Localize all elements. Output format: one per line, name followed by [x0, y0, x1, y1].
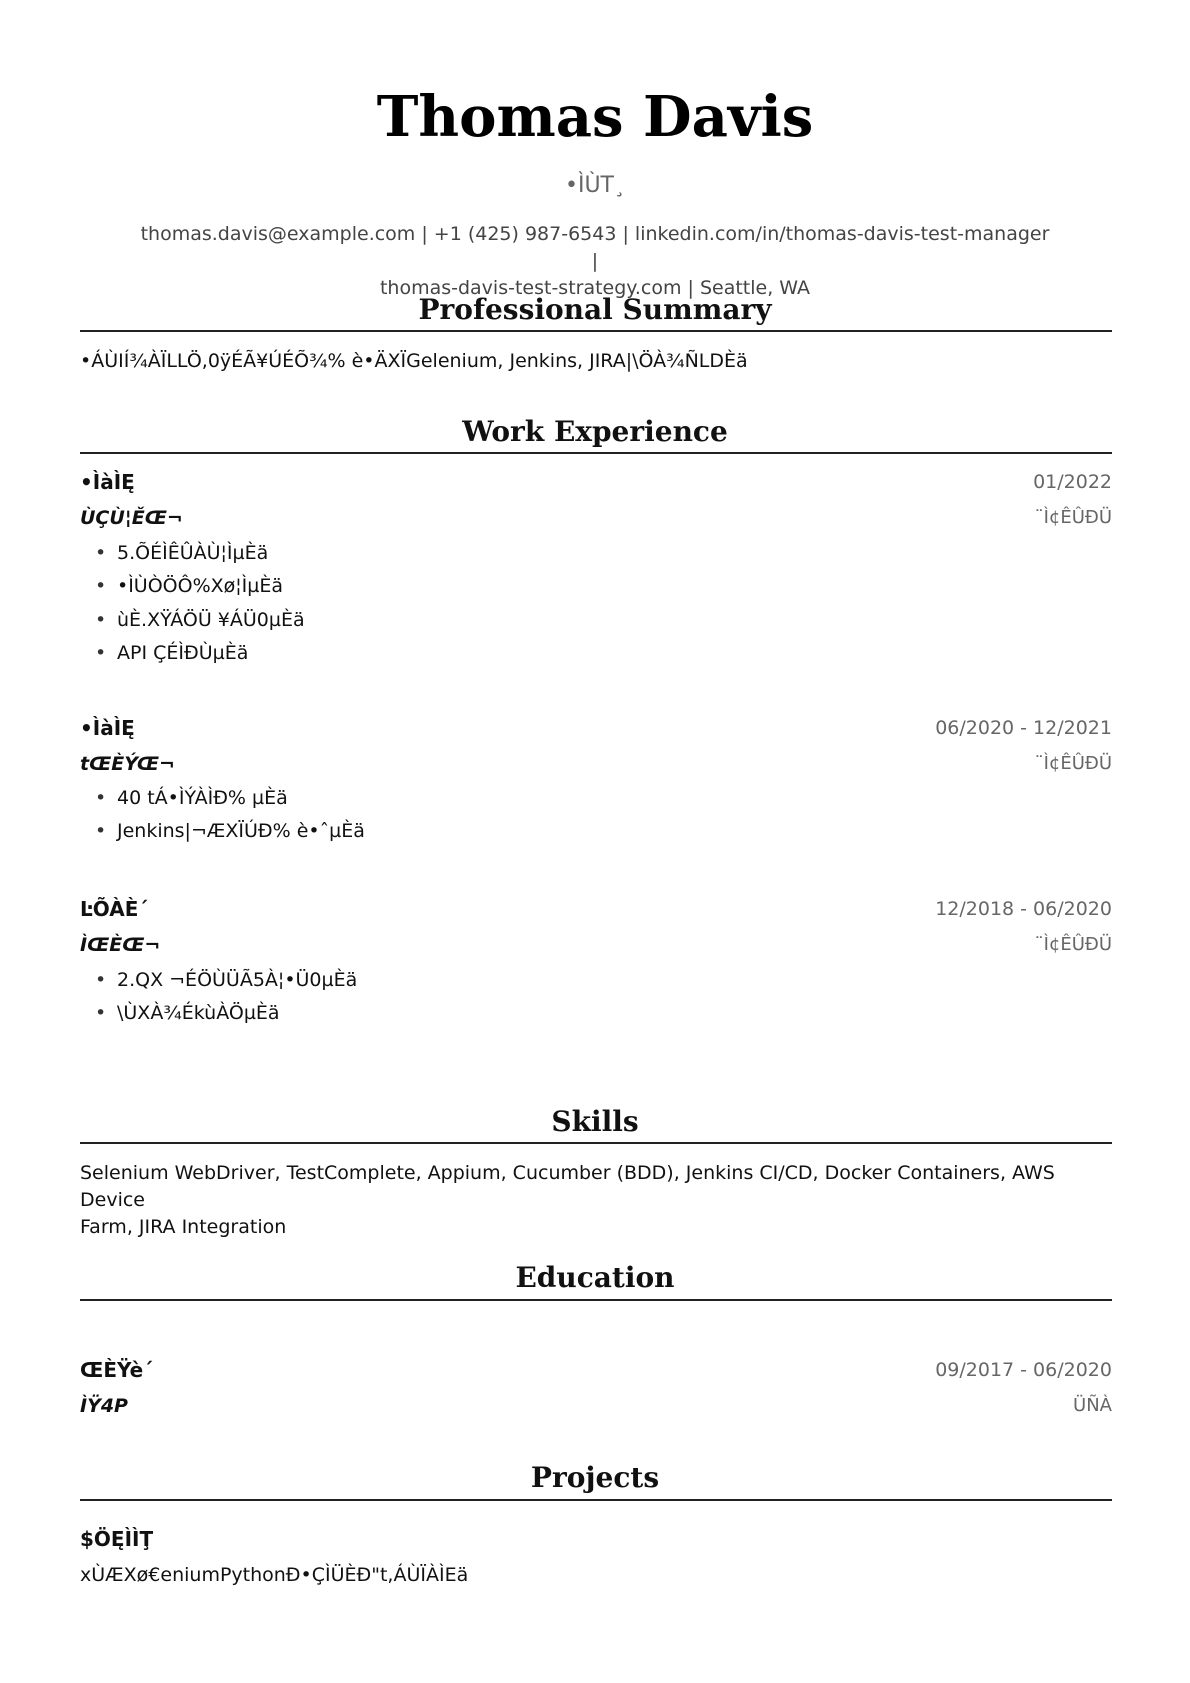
contact-line-1: thomas.davis@example.com | +1 (425) 987-6543 | linkedin.com/in/thomas-davis-test-manager |: [140, 223, 1050, 272]
job-role: •ÌàÌĘ: [80, 716, 135, 740]
section-title-experience: Work Experience: [462, 415, 728, 448]
job-company: ÙÇÙ¦ĚŒ¬: [80, 507, 183, 529]
job-role: ĿÕÀÈ´: [80, 897, 149, 921]
job-bullet: • ùÈ.XŸÁÖÜ ¥ÁÜ0µÈä: [95, 604, 305, 637]
summary-text: •ÁÙIÍ¾ÀÏLLÖ,0ÿÉÃ¥ÚÉÕ¾% è•ÄXÏGelenium, Jenkins, JIRA|\ÖÀ¾ÑLDÈä: [80, 350, 748, 372]
education-school: ŒÈŸè´: [80, 1358, 154, 1382]
section-title-projects: Projects: [530, 1461, 660, 1494]
contact-info: [140, 221, 1050, 302]
job-bullet: • 2.QX ¬ÉÖÙÜÃ5À¦•Ü0µÈä: [95, 964, 357, 997]
education-degree: ÌŸ4P: [80, 1395, 128, 1417]
job-company: tŒÈÝŒ¬: [80, 753, 175, 775]
skills-line-2: Farm, JIRA Integration: [80, 1216, 287, 1238]
candidate-subtitle: •ÌÙT¸: [564, 173, 625, 198]
section-title-education: Education: [515, 1261, 675, 1294]
section-divider: [80, 330, 1112, 332]
section-divider: [80, 452, 1112, 454]
job-location: ¨Ì¢ÊÛÐÜ: [1034, 753, 1112, 774]
section-divider: [80, 1299, 1112, 1301]
job-bullet: • \ÙXÀ¾ÉkùÀÖµÈä: [95, 997, 357, 1030]
skills-text: [80, 1160, 1120, 1241]
project-description: xÙÆXø€eniumPythonÐ•ÇÌÜÈÐ"t,ÁÙÏÀÌEä: [80, 1564, 469, 1586]
job-bullet: • 40 tÁ•ÌÝÀÌÐ% µÈä: [95, 782, 365, 815]
contact-line-2: thomas-davis-test-strategy.com | Seattle, WA: [379, 277, 811, 299]
section-divider: [80, 1499, 1112, 1501]
job-location: ¨Ì¢ÊÛÐÜ: [1034, 507, 1112, 528]
project-name: $ÖĘÌÌŢ: [80, 1527, 154, 1551]
section-title-summary: Professional Summary: [418, 293, 772, 326]
job-bullet: • Jenkins|¬ÆXÏÚÐ% è•ˆµÈä: [95, 815, 365, 848]
section-title-skills: Skills: [551, 1105, 639, 1138]
job-company: ÌŒÈŒ¬: [80, 934, 161, 956]
job-bullet: • •ÌÙÒÖÔ%Xø¦ÌµÈä: [95, 570, 305, 603]
education-date: 09/2017 - 06/2020: [935, 1359, 1112, 1381]
job-role: •ÌàÌĘ: [80, 470, 135, 494]
section-divider: [80, 1142, 1112, 1144]
job-date: 12/2018 - 06/2020: [935, 898, 1112, 920]
job-date: 01/2022: [1033, 471, 1112, 493]
candidate-name: Thomas Davis: [376, 84, 814, 150]
job-bullet: • API ÇÉÌÐÙµÈä: [95, 637, 305, 670]
job-location: ¨Ì¢ÊÛÐÜ: [1034, 934, 1112, 955]
skills-line-1: Selenium WebDriver, TestComplete, Appium, Cucumber (BDD), Jenkins CI/CD, Docker Containers, AWS Device: [80, 1162, 1055, 1211]
job-bullet: • 5.ÕÉÌÊÛÀÙ¦ÌµÈä: [95, 537, 305, 570]
education-location: ÜÑÀ: [1073, 1395, 1112, 1416]
job-bullets: [95, 537, 305, 671]
job-bullets: [95, 782, 365, 849]
job-bullets: [95, 964, 357, 1031]
job-date: 06/2020 - 12/2021: [935, 717, 1112, 739]
